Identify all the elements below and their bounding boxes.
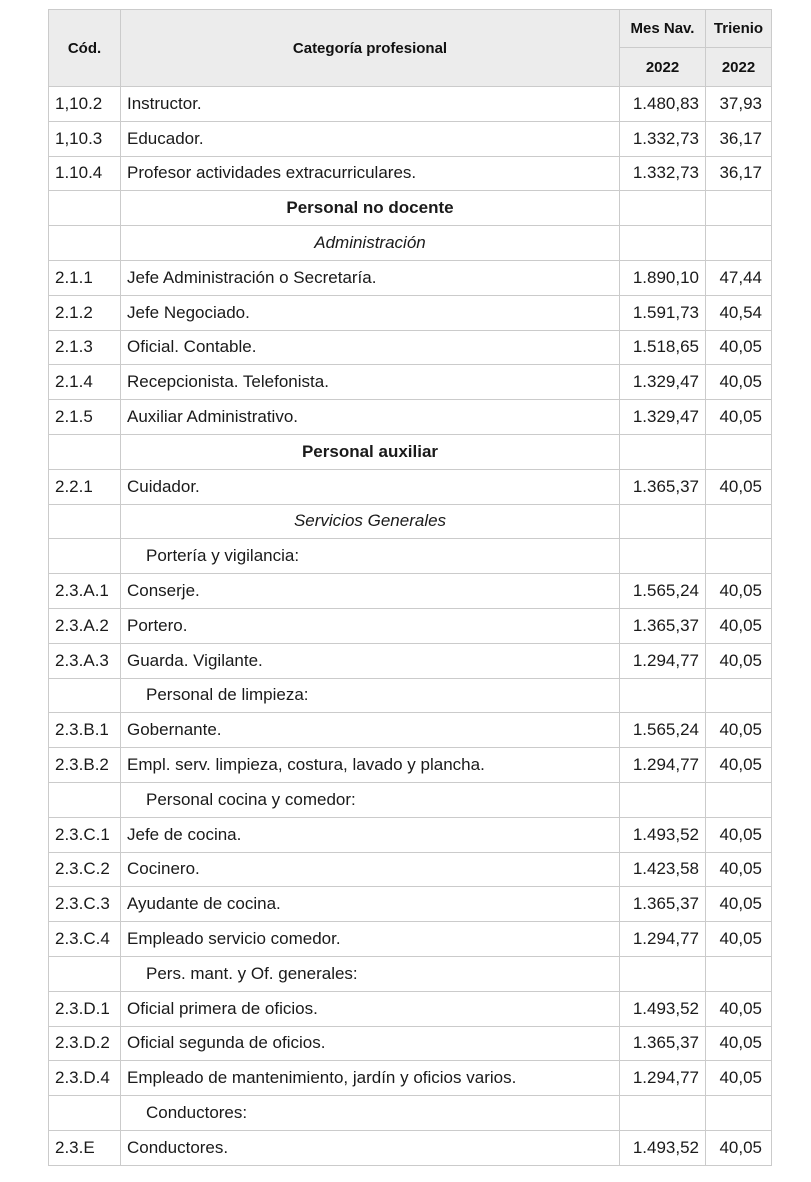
header-cod: Cód. [49,10,121,87]
cell-mes-nav: 1.493,52 [620,1130,706,1165]
cell-mes-nav-empty [620,1096,706,1131]
cell-categoria: Empleado servicio comedor. [121,922,620,957]
cell-cod: 2.3.D.1 [49,991,121,1026]
cell-trienio: 40,05 [706,887,772,922]
cell-mes-nav-empty [620,678,706,713]
cell-categoria: Empleado de mantenimiento, jardín y oficios varios. [121,1061,620,1096]
cell-cod-empty [49,956,121,991]
section-label: Personal no docente [121,191,620,226]
subsection-label: Servicios Generales [121,504,620,539]
table-row [49,713,772,748]
table-row [49,1130,772,1165]
cell-mes-nav: 1.294,77 [620,643,706,678]
cell-trienio: 40,05 [706,643,772,678]
cell-trienio-empty [706,191,772,226]
cell-trienio: 40,05 [706,991,772,1026]
cell-cod-empty [49,539,121,574]
cell-cod: 2.3.C.2 [49,852,121,887]
cell-mes-nav: 1.480,83 [620,87,706,122]
cell-trienio: 40,05 [706,1130,772,1165]
cell-trienio: 40,05 [706,608,772,643]
cell-cod: 2.3.B.1 [49,713,121,748]
cell-trienio-empty [706,504,772,539]
cell-categoria: Portero. [121,608,620,643]
cell-mes-nav: 1.365,37 [620,469,706,504]
cell-trienio-empty [706,434,772,469]
cell-trienio: 40,05 [706,1061,772,1096]
cell-mes-nav: 1.332,73 [620,156,706,191]
table-row [49,643,772,678]
cell-cod-empty [49,434,121,469]
cell-categoria: Ayudante de cocina. [121,887,620,922]
cell-trienio: 40,54 [706,295,772,330]
cell-mes-nav: 1.493,52 [620,817,706,852]
cell-categoria: Profesor actividades extracurriculares. [121,156,620,191]
cell-mes-nav: 1.332,73 [620,121,706,156]
cell-trienio: 40,05 [706,922,772,957]
cell-categoria: Jefe Negociado. [121,295,620,330]
cell-categoria: Educador. [121,121,620,156]
cell-cod: 2.2.1 [49,469,121,504]
cell-cod: 1,10.2 [49,87,121,122]
cell-mes-nav: 1.565,24 [620,574,706,609]
cell-cod-empty [49,782,121,817]
cell-trienio: 40,05 [706,400,772,435]
group-row [49,1096,772,1131]
cell-cod: 2.1.3 [49,330,121,365]
cell-mes-nav-empty [620,782,706,817]
table-row [49,121,772,156]
cell-trienio: 36,17 [706,156,772,191]
cell-trienio: 40,05 [706,574,772,609]
cell-mes-nav: 1.294,77 [620,1061,706,1096]
cell-mes-nav-empty [620,191,706,226]
cell-trienio: 40,05 [706,469,772,504]
cell-categoria: Guarda. Vigilante. [121,643,620,678]
group-row [49,678,772,713]
table-row [49,922,772,957]
cell-trienio-empty [706,539,772,574]
header-mes-nav: Mes Nav. [620,10,706,48]
cell-mes-nav: 1.565,24 [620,713,706,748]
group-row [49,956,772,991]
table-row [49,991,772,1026]
cell-cod-empty [49,678,121,713]
group-label: Personal de limpieza: [121,678,620,713]
cell-cod-empty [49,1096,121,1131]
table-row [49,817,772,852]
cell-mes-nav: 1.294,77 [620,748,706,783]
table-row [49,87,772,122]
cell-mes-nav-empty [620,956,706,991]
header-mes-nav-year: 2022 [620,48,706,87]
cell-mes-nav: 1.329,47 [620,365,706,400]
cell-trienio: 40,05 [706,330,772,365]
cell-trienio-empty [706,782,772,817]
cell-cod: 2.3.C.3 [49,887,121,922]
cell-trienio: 40,05 [706,1026,772,1061]
cell-mes-nav: 1.365,37 [620,608,706,643]
table-row [49,1061,772,1096]
table-row [49,469,772,504]
cell-trienio: 40,05 [706,748,772,783]
cell-categoria: Cocinero. [121,852,620,887]
cell-cod: 2.3.B.2 [49,748,121,783]
cell-mes-nav-empty [620,434,706,469]
table-row [49,852,772,887]
cell-mes-nav: 1.591,73 [620,295,706,330]
cell-trienio: 36,17 [706,121,772,156]
cell-categoria: Empl. serv. limpieza, costura, lavado y plancha. [121,748,620,783]
section-row [49,191,772,226]
cell-trienio-empty [706,678,772,713]
cell-mes-nav: 1.493,52 [620,991,706,1026]
group-row [49,782,772,817]
subsection-row [49,226,772,261]
cell-cod-empty [49,191,121,226]
cell-mes-nav-empty [620,539,706,574]
cell-cod: 1,10.3 [49,121,121,156]
cell-mes-nav: 1.423,58 [620,852,706,887]
table-row [49,156,772,191]
group-label: Pers. mant. y Of. generales: [121,956,620,991]
salary-table [48,9,772,1166]
table-row [49,887,772,922]
header-trienio: Trienio [706,10,772,48]
cell-cod: 2.1.5 [49,400,121,435]
cell-cod: 2.3.E [49,1130,121,1165]
subsection-row [49,504,772,539]
cell-categoria: Conserje. [121,574,620,609]
cell-categoria: Oficial. Contable. [121,330,620,365]
section-row [49,434,772,469]
cell-categoria: Jefe de cocina. [121,817,620,852]
table-row [49,365,772,400]
section-label: Personal auxiliar [121,434,620,469]
group-label: Conductores: [121,1096,620,1131]
cell-trienio: 40,05 [706,713,772,748]
cell-cod: 2.3.A.3 [49,643,121,678]
cell-cod: 2.3.C.1 [49,817,121,852]
cell-categoria: Jefe Administración o Secretaría. [121,260,620,295]
cell-mes-nav: 1.518,65 [620,330,706,365]
cell-categoria: Auxiliar Administrativo. [121,400,620,435]
cell-mes-nav: 1.365,37 [620,887,706,922]
cell-categoria: Oficial segunda de oficios. [121,1026,620,1061]
cell-mes-nav-empty [620,504,706,539]
cell-cod: 2.1.1 [49,260,121,295]
group-row [49,539,772,574]
table-row [49,330,772,365]
cell-cod: 2.1.4 [49,365,121,400]
cell-cod: 2.3.A.2 [49,608,121,643]
header-categoria: Categoría profesional [121,10,620,87]
group-label: Personal cocina y comedor: [121,782,620,817]
cell-trienio-empty [706,1096,772,1131]
cell-cod: 2.3.C.4 [49,922,121,957]
cell-categoria: Oficial primera de oficios. [121,991,620,1026]
cell-categoria: Cuidador. [121,469,620,504]
cell-mes-nav: 1.329,47 [620,400,706,435]
cell-trienio: 40,05 [706,365,772,400]
cell-trienio-empty [706,956,772,991]
cell-mes-nav: 1.365,37 [620,1026,706,1061]
group-label: Portería y vigilancia: [121,539,620,574]
cell-trienio-empty [706,226,772,261]
cell-trienio: 47,44 [706,260,772,295]
cell-categoria: Gobernante. [121,713,620,748]
cell-mes-nav: 1.890,10 [620,260,706,295]
cell-categoria: Recepcionista. Telefonista. [121,365,620,400]
table-row [49,1026,772,1061]
table-row [49,608,772,643]
cell-mes-nav: 1.294,77 [620,922,706,957]
cell-cod: 2.3.D.4 [49,1061,121,1096]
cell-cod: 2.3.A.1 [49,574,121,609]
cell-cod-empty [49,226,121,261]
cell-cod: 1.10.4 [49,156,121,191]
cell-cod: 2.1.2 [49,295,121,330]
cell-mes-nav-empty [620,226,706,261]
table-row [49,260,772,295]
cell-cod: 2.3.D.2 [49,1026,121,1061]
cell-trienio: 37,93 [706,87,772,122]
cell-categoria: Instructor. [121,87,620,122]
table-body [49,87,772,1166]
table-header [49,10,772,87]
cell-trienio: 40,05 [706,852,772,887]
header-trienio-year: 2022 [706,48,772,87]
cell-categoria: Conductores. [121,1130,620,1165]
cell-cod-empty [49,504,121,539]
table-row [49,400,772,435]
table-row [49,748,772,783]
table-row [49,295,772,330]
subsection-label: Administración [121,226,620,261]
cell-trienio: 40,05 [706,817,772,852]
table-row [49,574,772,609]
